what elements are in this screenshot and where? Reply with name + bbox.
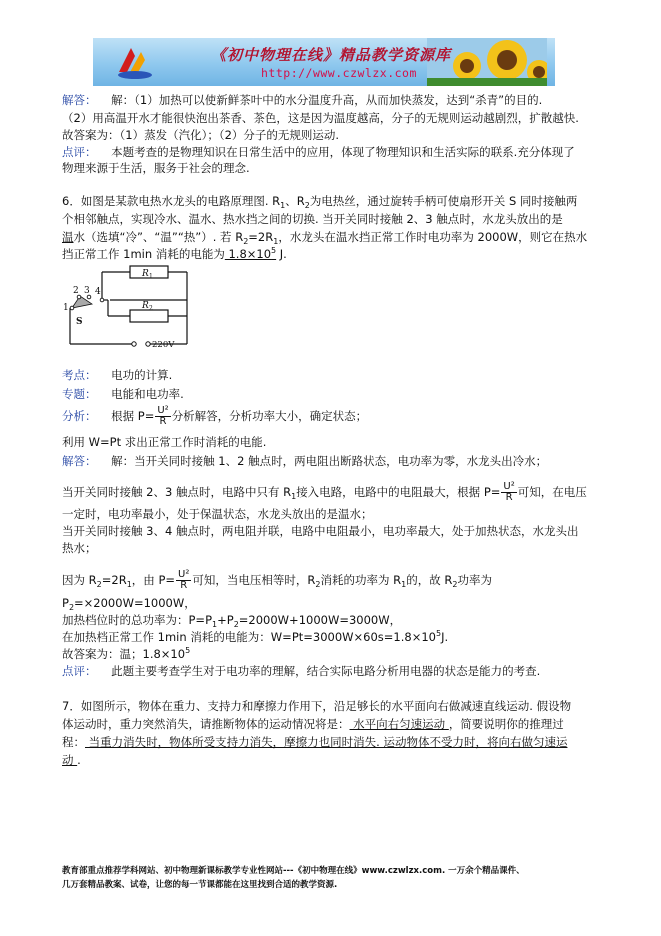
q6-solution-5: 热水； [62, 541, 97, 555]
contact-2: 2 [73, 286, 79, 296]
q5-answer-line-1 [62, 92, 542, 108]
q6-review: 点评： 此题主要考查学生对于电功率的理解，结合实际电路分析用电器的状态是能力的考查. [62, 664, 541, 678]
q6-solution-9: 在加热档正常工作 1min 消耗的电能为：$W=Pt=3000W\times 60s=1.8\times 10^5J$. [62, 629, 449, 644]
circuit-diagram [62, 264, 202, 360]
q6-solution-7: $P_2=\times 2000W=1000W$， [62, 596, 196, 612]
q7-stem-line-3: 程： 当重力消失时，物体所受支持力消失，摩擦力也同时消失. 运动物体不受力时，将向右做匀速运 [62, 735, 568, 749]
q6-stem-line-4: 挡正常工作 1min 消耗的电能为 $1.8\times 10^5$ J. [62, 246, 287, 261]
r2-label: R [142, 301, 149, 311]
q6-fenxi-2: 利用 W=Pt 求出正常工作时消耗的电能. [62, 435, 267, 449]
banner-title: 《初中物理在线》精品教学资源库 [211, 46, 452, 64]
banner-url[interactable]: http://www.czwlzx.com [261, 66, 417, 80]
q6-solution-8: 加热档位时的总功率为：$P=P_1+P_2=2000W+1000W=3000W$， [62, 613, 402, 629]
header-banner [93, 38, 555, 86]
contact-1: 1 [63, 303, 69, 313]
q5-answer-2: （2）用高温开水才能很快泡出茶香、茶色，这是因为温度越高，分子的无规则运动越剧烈，扩散越快. [62, 111, 579, 125]
q6-stem-line-2: 个相邻触点，实现冷水、温水、热水挡之间的切换. 当开关同时接触 2、3 触点时，水龙头放出的是 [62, 212, 563, 226]
q5-answer-1: 解：（1）加热可以使新鲜茶叶中的水分温度升高，从而加快蒸发，达到“杀青”的目的. [111, 93, 543, 107]
contact-3: 3 [84, 286, 90, 296]
q6-kaodian: 考点： 电功的计算. [62, 368, 173, 382]
contact-4: 4 [95, 287, 101, 297]
q6-stem-line-3: 温水（选填“冷”、“温”“热”）. 若 $R_2=2R_1$，水龙头在温水挡正常工作时电功率为 2000W，则它在热水 [62, 230, 588, 246]
q6-solution-10: 故答案为：温；$1.8\times 10^5$ [62, 646, 191, 661]
r2-sub: 2 [149, 305, 153, 312]
q7-answer-2: 当重力消失时，物体所受支持力消失，摩擦力也同时消失. 运动物体不受力时，将向右做匀速运 [85, 735, 568, 749]
switch-label: S [76, 317, 83, 327]
q5-answer-3: 故答案为：（1）蒸发（汽化）；（2）分子的无规则运动. [62, 128, 340, 142]
q6-fenxi: 分析： 根据 P= $\frac{\text{U²}}{R}$ 分析解答，分析功率大小，确定状态； [62, 405, 368, 427]
q6-solution-6: 因为 $R_2=2R_1$，由 P= $\frac{\text{U²}}{R}$ 可知，当电压相等时，$R_2$消耗的功率为 $R_1$的，故 $R_2$功率为 [62, 569, 492, 591]
r1-label: R [142, 269, 149, 279]
label-dianping: 点评： [62, 145, 97, 159]
site-logo-icon [115, 42, 155, 82]
q5-review-2: 物理来源于生活，服务于社会的理念. [62, 161, 250, 175]
q6-solution-4: 当开关同时接触 3、4 触点时，两电阻并联，电路中电阻最小，电功率最大，处于加热状态，水龙头出 [62, 524, 579, 538]
q6-solution-1: 解答： 解：当开关同时接触 1、2 触点时，两电阻出断路状态，电功率为零，水龙头出冷水； [62, 454, 548, 468]
q6-zhuanti: 专题： 电能和电功率. [62, 387, 184, 401]
label-jieda: 解答： [62, 93, 97, 107]
q7-stem-line-1: 7．如图所示，物体在重力、支持力和摩擦力作用下，沿足够长的水平面向右做减速直线运动. 假设物 [62, 699, 572, 713]
footer-line-1: 教育部重点推荐学科网站、初中物理新课标教学专业性网站---《初中物理在线》www.czwlzx.com. 一万余个精品课件、 [62, 866, 525, 876]
q6-solution-3: 一定时，电功率最小，处于保温状态，水龙头放出的是温水； [62, 507, 373, 521]
q5-review-1: 本题考查的是物理知识在日常生活中的应用，体现了物理知识和生活实际的联系.充分体现了 [111, 145, 575, 159]
page-footer [62, 864, 525, 892]
q7-stem-line-4: 动 . [62, 753, 81, 767]
formula-fraction: $\frac{\text{U²}}{R}$ [157, 405, 169, 427]
q7-stem-line-2: 体运动时，重力突然消失，请推断物体的运动情况将是： 水平向右匀速运动 ，简要说明你的推理过 [62, 717, 564, 731]
q5-review-line-1 [62, 144, 575, 160]
q6-stem-line-1: 6．如图是某款电热水龙头的电路原理图. $R_1$、$R_2$为电热丝，通过旋转手柄可使扇形开关 S 同时接触两 [62, 194, 578, 210]
r1-sub: 1 [149, 273, 153, 280]
q6-answer-1: 温 [62, 230, 74, 244]
q7-answer-1: 水平向右匀速运动 [349, 717, 449, 731]
q6-answer-2: $1.8\times 10^5$ [224, 246, 277, 261]
q6-solution-2: 当开关同时接触 2、3 触点时，电路中只有 $R_1$接入电路，电路中的电阻最大，根据 P= $\frac{\text{U²}}{R}$ 可知，在电压 [62, 481, 587, 503]
supply-label: 220V [152, 340, 175, 350]
footer-line-2: 几万套精品教案、试卷，让您的每一节课都能在这里找到合适的教学资源. [62, 880, 338, 890]
